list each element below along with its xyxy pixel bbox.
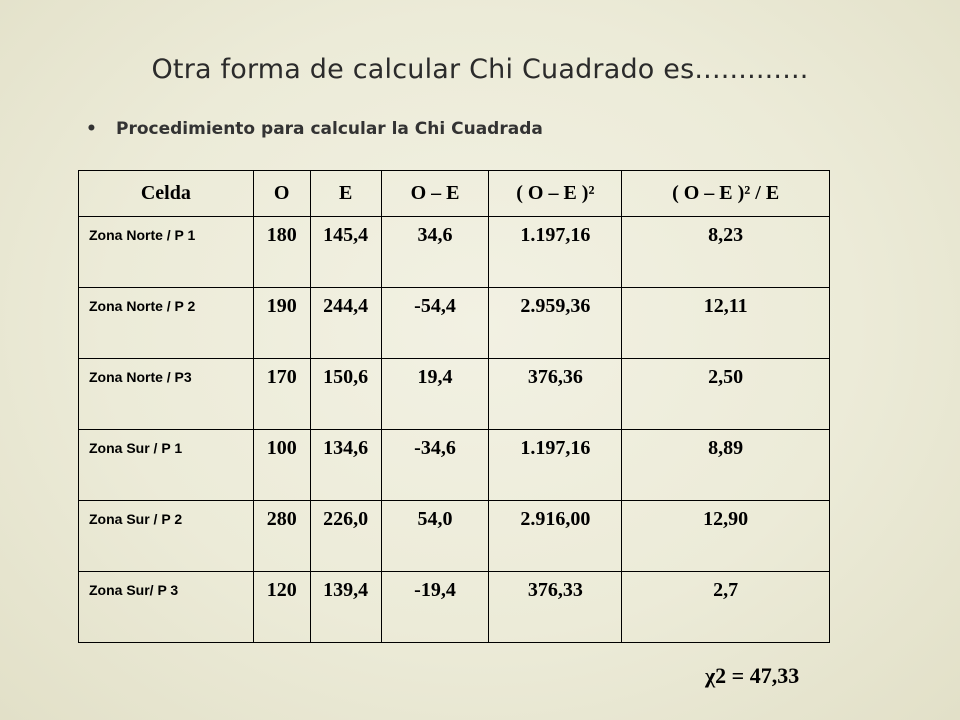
bullet-text: Procedimiento para calcular la Chi Cuadrada	[116, 119, 543, 139]
cell-observed: 100	[253, 430, 310, 501]
table-row	[79, 217, 830, 288]
cell-difference-squared: 2.916,00	[489, 501, 622, 572]
cell-expected: 226,0	[310, 501, 381, 572]
cell-difference: 34,6	[381, 217, 489, 288]
cell-name: Zona Sur/ P 3	[79, 572, 254, 643]
table-row	[79, 288, 830, 359]
cell-observed: 170	[253, 359, 310, 430]
cell-chi-term: 2,50	[622, 359, 830, 430]
cell-name: Zona Norte / P3	[79, 359, 254, 430]
header-o-minus-e: O – E	[381, 171, 489, 217]
cell-difference: -19,4	[381, 572, 489, 643]
cell-difference: 54,0	[381, 501, 489, 572]
table-row	[79, 501, 830, 572]
header-o: O	[253, 171, 310, 217]
table-row	[79, 430, 830, 501]
cell-observed: 190	[253, 288, 310, 359]
cell-expected: 145,4	[310, 217, 381, 288]
chi-square-table	[78, 170, 830, 643]
cell-observed: 180	[253, 217, 310, 288]
table-row	[79, 572, 830, 643]
cell-difference-squared: 2.959,36	[489, 288, 622, 359]
header-chi-term: ( O – E )² / E	[622, 171, 830, 217]
table-row	[79, 359, 830, 430]
cell-chi-term: 12,11	[622, 288, 830, 359]
cell-name: Zona Norte / P 2	[79, 288, 254, 359]
cell-chi-term: 12,90	[622, 501, 830, 572]
cell-difference: -34,6	[381, 430, 489, 501]
cell-difference: -54,4	[381, 288, 489, 359]
header-e: E	[310, 171, 381, 217]
cell-difference-squared: 376,36	[489, 359, 622, 430]
cell-name: Zona Sur / P 2	[79, 501, 254, 572]
table-header-row	[79, 171, 830, 217]
cell-observed: 280	[253, 501, 310, 572]
cell-name: Zona Sur / P 1	[79, 430, 254, 501]
cell-difference-squared: 1.197,16	[489, 217, 622, 288]
cell-expected: 150,6	[310, 359, 381, 430]
bullet-item	[86, 119, 543, 139]
chi-square-result: χ2 = 47,33	[705, 663, 800, 688]
cell-difference-squared: 1.197,16	[489, 430, 622, 501]
cell-name: Zona Norte / P 1	[79, 217, 254, 288]
cell-expected: 244,4	[310, 288, 381, 359]
cell-expected: 139,4	[310, 572, 381, 643]
cell-chi-term: 2,7	[622, 572, 830, 643]
bullet-icon: •	[86, 119, 97, 139]
cell-chi-term: 8,89	[622, 430, 830, 501]
slide-title: Otra forma de calcular Chi Cuadrado es.............	[151, 54, 809, 85]
cell-chi-term: 8,23	[622, 217, 830, 288]
cell-expected: 134,6	[310, 430, 381, 501]
header-o-minus-e-squared: ( O – E )²	[489, 171, 622, 217]
cell-difference: 19,4	[381, 359, 489, 430]
cell-difference-squared: 376,33	[489, 572, 622, 643]
header-celda: Celda	[79, 171, 254, 217]
cell-observed: 120	[253, 572, 310, 643]
